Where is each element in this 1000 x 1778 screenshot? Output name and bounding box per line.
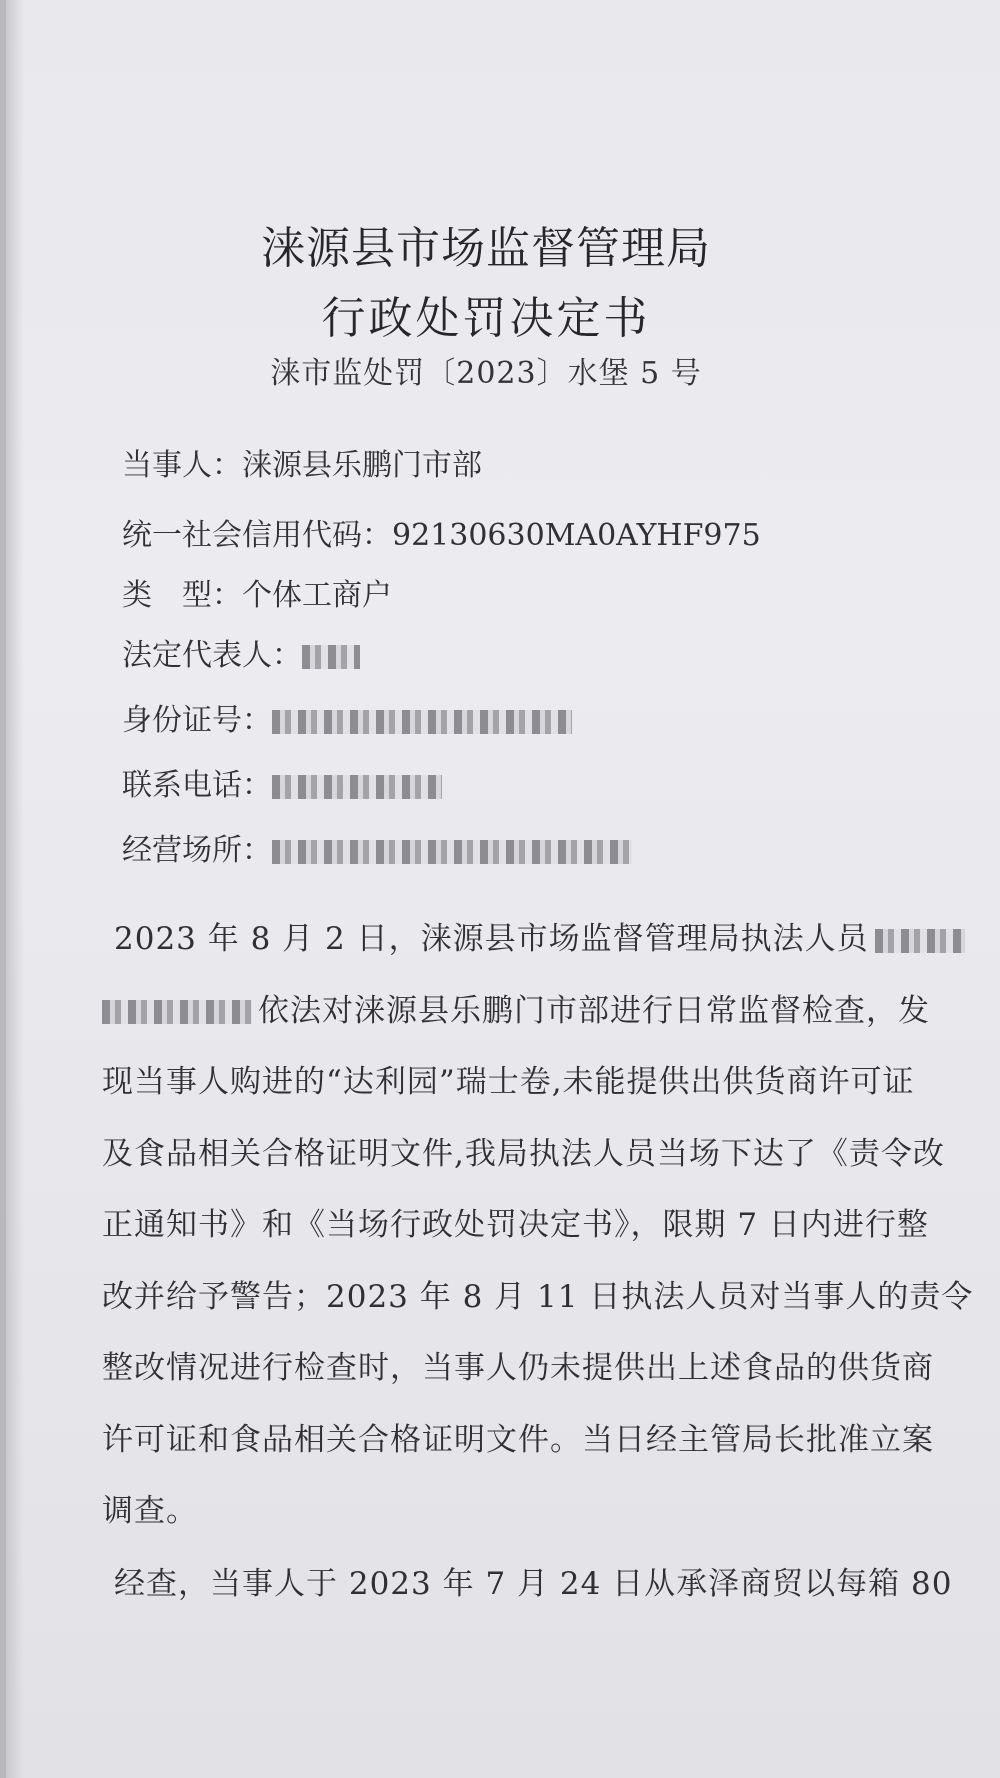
field-label: 身份证号： xyxy=(122,703,272,738)
document-number: 涞市监处罚〔2023〕水堡 5 号 xyxy=(270,356,702,391)
paragraph-investigation xyxy=(114,1549,970,1621)
paragraph-case-facts xyxy=(102,904,974,1548)
field-credit-code xyxy=(122,510,761,554)
field-label: 当事人： xyxy=(122,448,242,483)
field-business-address xyxy=(122,825,632,869)
redacted-name xyxy=(875,929,965,953)
paragraph-text: 依法对涞源县乐鹏门市部进行日常监督检查，发 xyxy=(258,992,930,1029)
paragraph-line: 整改情况进行检查时，当事人仍未提供出上述食品的供货商 xyxy=(102,1350,934,1386)
redacted-value xyxy=(272,840,632,864)
field-type xyxy=(122,570,392,614)
redacted-value xyxy=(302,645,360,669)
paragraph-line: 现当事人购进的“达利园”瑞士卷,未能提供出供货商许可证 xyxy=(102,1064,915,1100)
field-label: 联系电话： xyxy=(122,768,272,803)
field-value: 个体工商户 xyxy=(242,578,392,613)
field-legal-representative xyxy=(122,630,360,674)
field-label: 经营场所： xyxy=(122,833,272,868)
document-page xyxy=(6,0,1000,1778)
redacted-value xyxy=(272,775,442,799)
redacted-name xyxy=(102,1000,252,1024)
paragraph-line xyxy=(114,904,970,976)
field-value: 涞源县乐鹏门市部 xyxy=(242,448,482,483)
paragraph-text: 2023 年 8 月 2 日，涞源县市场监督管理局执法人员 xyxy=(114,921,869,957)
paragraph-line: 调查。 xyxy=(102,1493,198,1529)
field-value: 92130630MA0AYHF975 xyxy=(392,518,761,553)
paragraph-line: 改并给予警告；2023 年 8 月 11 日执法人员对当事人的责令 xyxy=(102,1278,974,1315)
field-label: 统一社会信用代码： xyxy=(122,518,392,553)
paragraph-line: 及食品相关合格证明文件,我局执法人员当场下达了《责令改 xyxy=(102,1135,945,1172)
paragraph-line: 正通知书》和《当场行政处罚决定书》，限期 7 日内进行整 xyxy=(102,1207,929,1243)
field-phone xyxy=(122,760,442,804)
document-type-title: 行政处罚决定书 xyxy=(321,293,651,344)
paragraph-line xyxy=(102,976,970,1048)
field-label: 类 型： xyxy=(122,578,242,613)
paragraph-line: 经查，当事人于 2023 年 7 月 24 日从承泽商贸以每箱 80 xyxy=(114,1566,953,1602)
field-id-number-row xyxy=(122,695,572,739)
field-label: 法定代表人： xyxy=(122,638,302,673)
field-party xyxy=(122,440,482,484)
agency-title: 涞源县市场监督管理局 xyxy=(261,223,711,274)
paragraph-line: 许可证和食品相关合格证明文件。当日经主管局长批准立案 xyxy=(102,1421,934,1458)
redacted-value xyxy=(272,710,572,734)
